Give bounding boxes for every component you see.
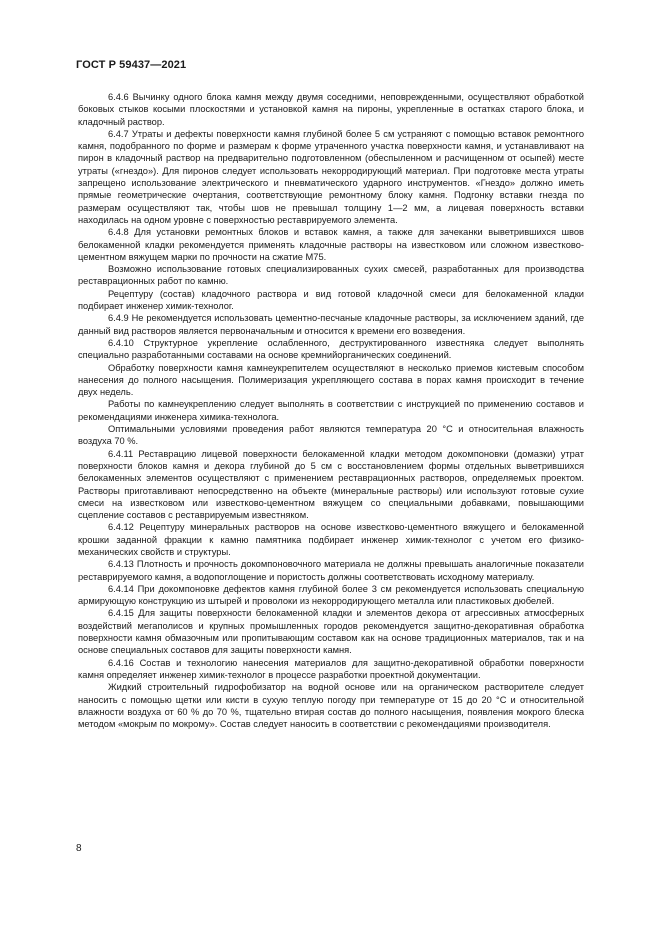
paragraph-consolidation-instructions: Работы по камнеукреплению следует выполнять в соответствии с инструкцией по применению составов и рекомендациями инженера химика-технолога. (78, 399, 584, 422)
paragraph-6-4-11: 6.4.11 Реставрацию лицевой поверхности белокаменной кладки методом докомпоновки (домазки) утрат поверхности блоков камня и декора глубиной до 5 см с восстановлением формы отдельных выветрившихся белокаменных элементов осуществляют с применением реставрационных растворов, определяемых проектом. Растворы приготавливают непосредственно на объекте (минеральные растворы) или используют готовые сухие смеси на известковом или известково-цементном вяжущем со специальными добавками, повышающими сцепление составов с реставрируемым известняком. (78, 448, 584, 521)
paragraph-optimal-conditions: Оптимальными условиями проведения работ являются температура 20 °С и относительная влажность воздуха 70 %. (78, 424, 584, 447)
page-number: 8 (76, 843, 82, 854)
paragraph-6-4-8: 6.4.8 Для установки ремонтных блоков и вставок камня, а также для зачеканки выветрившихся швов белокаменной кладки рекомендуется применять кладочные растворы на известковом или сложном известково-цементном вяжущем марки по прочности на сжатие М75. (78, 227, 584, 262)
paragraph-6-4-13: 6.4.13 Плотность и прочность докомпоновочного материала не должны превышать аналогичные показатели реставрируемого камня, а водопоглощение и пористость должны соответствовать исходному материалу. (78, 559, 584, 582)
paragraph-6-4-15: 6.4.15 Для защиты поверхности белокаменной кладки и элементов декора от агрессивных атмосферных воздействий мегаполисов и крупных промышленных городов рекомендуется защитно-декоративная обработка поверхности камня обмазочным или пропитывающим составом как на основе традиционных материалов, так и на основе специальных составов для защиты поверхности камня. (78, 608, 584, 656)
document-body (78, 91, 584, 730)
paragraph-6-4-12: 6.4.12 Рецептуру минеральных растворов на основе известково-цементного вяжущего и белокаменной крошки заданной фракции к камню памятника подбирает инженер химик-технолог с учетом его физико-механических свойств и структуры. (78, 522, 584, 557)
document-header: ГОСТ Р 59437—2021 (76, 59, 187, 71)
paragraph-water-repellent: Жидкий строительный гидрофобизатор на водной основе или на органическом растворителе следует наносить с помощью щетки или кисти в сухую теплую погоду при температуре от 15 до 20 °С и относительной влажности воздуха от 60 % до 70 %, тщательно втирая состав до полного насыщения, появления мокрого блеска методом «мокрым по мокрому». Состав следует наносить в соответствии с рекомендациями производителя. (78, 682, 584, 730)
paragraph-6-4-9: 6.4.9 Не рекомендуется использовать цементно-песчаные кладочные растворы, за исключением зданий, где данный вид растворов является первоначальным и относится к времени его возведения. (78, 313, 584, 336)
paragraph-6-4-10: 6.4.10 Структурное укрепление ослабленного, деструктированного известняка следует выполнять специально разработанными составами на основе кремнийорганических соединений. (78, 337, 584, 361)
paragraph-6-4-6: 6.4.6 Вычинку одного блока камня между двумя соседними, неповрежденными, осуществляют обработкой боковых стыков косыми плоскостями и установкой камня на пироны, укрепленные в остатках старого блока, и кладочный раствор. (78, 92, 584, 127)
paragraph-mortar-recipe: Рецептуру (состав) кладочного раствора и вид готовой кладочной смеси для белокаменной кладки подбирает инженер химик-технолог. (78, 288, 584, 312)
paragraph-consolidant-application: Обработку поверхности камня камнеукрепителем осуществляют в несколько приемов кистевым способом нанесения до полного насыщения. Полимеризация укрепляющего состава в порах камня происходит в течение двух недель. (78, 362, 584, 398)
paragraph-dry-mixes: Возможно использование готовых специализированных сухих смесей, разработанных для производства реставрационных работ по камню. (78, 264, 584, 287)
paragraph-6-4-7: 6.4.7 Утраты и дефекты поверхности камня глубиной более 5 см устраняют с помощью вставок ремонтного камня, подобранного по форме и размерам к форме утраченного участка поверхности камня, и устанавливают на пирон в кладочный раствор на предварительно подготовленном (обеспыленном и расчищенном от осыпей) месте утраты («гнездо»). Для пиронов следует использовать некорродирующий материал. При подготовке места утраты запрещено использование электрического и пневматического ударного инструментов. «Гнездо» должно иметь прямые геометрические очертания, соответствующие ремонтному блоку камня. Подгонку вставки гнезда по размерам осуществляют так, чтобы шов не превышал толщину 1—2 мм, а лицевая поверхность вставки находилась на одном уровне с поверхностью реставрируемого элемента. (78, 128, 584, 225)
paragraph-6-4-16: 6.4.16 Состав и технологию нанесения материалов для защитно-декоративной обработки поверхности камня определяет инженер химик-технолог в процессе разработки проектной документации. (78, 657, 584, 680)
paragraph-6-4-14: 6.4.14 При докомпоновке дефектов камня глубиной более 3 см рекомендуется использовать специальную армирующую конструкцию из штырей и проволоки из некорродирующего металла или пластиковых дюбелей. (78, 583, 584, 607)
